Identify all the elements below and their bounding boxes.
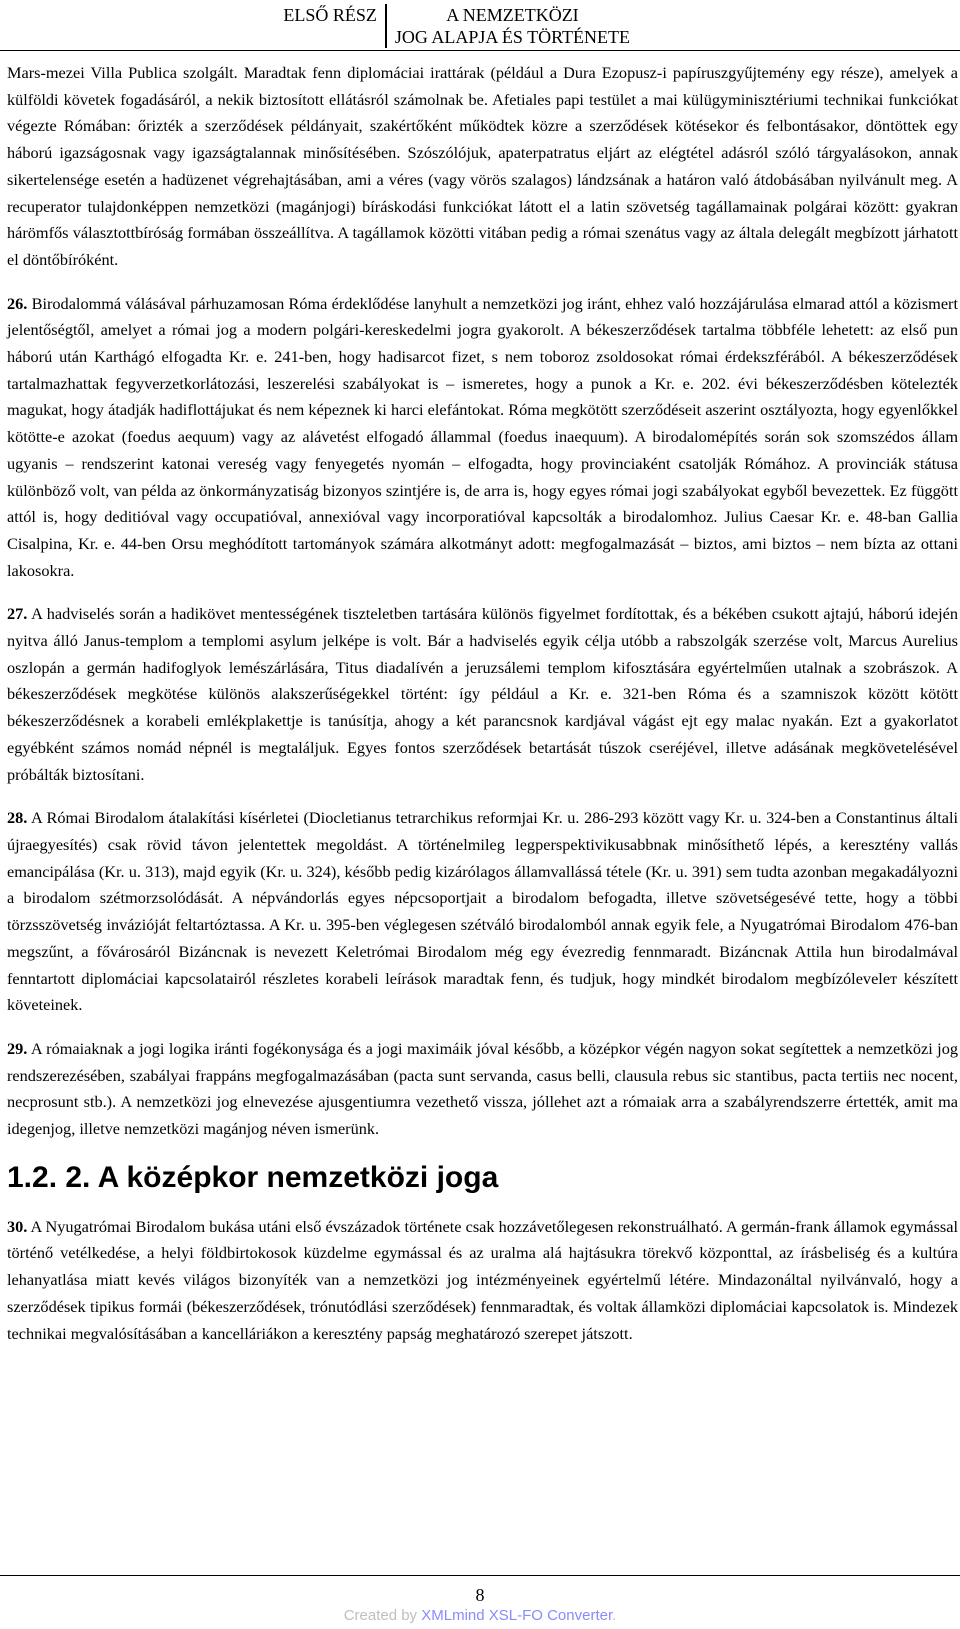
running-header xyxy=(0,0,960,51)
footer-divider xyxy=(0,1575,960,1576)
paragraph-text: A Nyugatrómai Birodalom bukása utáni első évszázadok története csak hozzávetőlegesen rekonstruálható. A germán-frank államok egymással történő vetélkedése, a helyi földbirtokosok küzdelme egymással és az uralma alá hajtásukra törekvő központtal, az írásbeliség és a kultúra lehanyatlása miatt kevés világos bizonyíték van a nemzetközi jog intézményeinek egyértelmű létére. Mindazonáltal nyilvánvaló, hogy a szerződések tipikus formái (békeszerződések, trónutódlási szerződések) fennmaradtak, és voltak államközi diplomáciai kapcsolatok is. Mindezek technikai megvalósításában a kancelláriákon a keresztény papság meghatározó szerepet játszott. xyxy=(7,1216,958,1343)
paragraph-text: A Római Birodalom átalakítási kísérletei (Diocletianus tetrarchikus reformjai Kr. u. 286-293 között vagy Kr. u. 324-ben a Constantinus általi újraegyesítés) csak rövid távon jelentettek megoldást. A történelmileg legperspektivikusabbnak minősíthető lépés, a keresztény vallás emancipálása (Kr. u. 313), majd egyik (Kr. u. 324), később pedig kizárólagos államvallássá tétele (Kr. u. 391) sem tudta azonban megakadályozni a birodalom szétmorzsolódását. A népvándorlás egyes népcsoportjait a birodalom befogadta, illetve szövetségesévé tette, hogy a többi törzsszövetség invázióját feltartóztassa. A Kr. u. 395-ben véglegesen szétváló birodalomból annak egyik fele, a Nyugatrómai Birodalom 476-ban megszűnt, a fővárosáról Bizáncnak is nevezett Keletrómai Birodalom még egy évezredig fennmaradt. Bizáncnak Attila hun birodalmával fenntartott diplomáciai kapcsolatairól részletes korabeli leírások maradtak fenn, és tudjuk, hogy mindkét birodalom megbízóleveleт készített követeinek. xyxy=(7,808,959,1015)
paragraph-30 xyxy=(7,1214,958,1348)
header-chapter-title xyxy=(387,4,630,48)
credit-suffix: . xyxy=(612,1607,617,1624)
paragraph-number: 30. xyxy=(7,1216,28,1236)
paragraph-number: 27. xyxy=(7,604,28,624)
paragraph-text: A hadviselés során a hadikövet mentességének tiszteletben tartására különös figyelmet fordítottak, és a békében csukott ajtajú, háború idején nyitva álló Janus-templom a templomi asylum jelképe is volt. Bár a hadviselés egyik célja utóbb a rabszolgák szerzése volt, Marcus Aurelius oszlopán a germán hadifoglyok lemészárlására, Titus diadalívén a jeruzsálemi templom kifosztására egyértelműen utalnak a szobrászok. A békeszerződések megkötése különös alakszerűségekkel történt: így például a Kr. e. 321-ben Róma és a szamniszok között kötött békeszerződésnek a korabeli emlékplakettje is tanúsítja, ahogy a két parancsnok kardjával vágást ejt egy malac nyakán. Ezt a gyakorlatot egyébként számos nomád népnél is megtaláljuk. Egyes fontos szerződések betartását túszok cseréjével, illetve adásának megkövetelésével próbálták biztosítani. xyxy=(7,604,959,784)
paragraph-text: A rómaiaknak a jogi logika iránti fogékonysága és a jogi maximáik jóval később, a középkor végén nagyon sokat segítettek a nemzetközi jog rendszerezésében, szabályai frappáns megfogalmazásában (pacta sunt servanda, casus belli, clausula rebus sic stantibus, pacta tertiis nec nocent, necprosunt stb.). A nemzetközi jog elnevezése ajusgentiumra vezethető vissza, jóllehet azt a rómaiak arra a szabályrendszerre értették, amit ma idegenjog, illetve nemzetközi magánjog néven ismerünk. xyxy=(7,1038,958,1139)
paragraph xyxy=(7,60,958,274)
section-heading: 1.2. 2. A középkor nemzetközi joga xyxy=(7,1160,499,1194)
paragraph-text: Mars-mezei Villa Publica szolgált. Maradtak fenn diplomáciai irattárak (például a Dura Ezopusz-i papíruszgyűjtemény egy része), amelyek a külföldi követek fogadásáról, a nekik biztosított ellátásról számolnak be. Afetiales papi testület a mai külügyminisztériumi technikai funkciókat végezte Rómában: őrizték a szerződések példányait, szakértőként működtek közre a szerződések kötésekor és felbontásakor, döntöttek egy háború igazságosnak vagy igazságtalannak minősítésében. Szószólójuk, apaterpatratus eljárt az elégtétel adásról szóló tárgyalásokon, annak sikertelensége esetén a hadüzenet végrehajtásában, ami a véres (vagy vörös szalagos) lándzsának a határon való átdobásában nyilvánult meg. A recuperator tulajdonképpen nemzetközi (magánjogi) bíráskodási funkciókat látott el a latin szövetség tagállamainak polgárai között: gyakran hárömfős választottbíróság formában összeállítva. A tagállamok közötti vitában pedig a római szenátus vagy az általa delegált megbízott járhatott el döntőbíróként. xyxy=(7,63,958,269)
paragraph-27 xyxy=(7,601,958,788)
credit-brand-link[interactable]: XMLmind XSL-FO Converter xyxy=(421,1607,613,1624)
header-block xyxy=(283,4,630,48)
header-part: ELSŐ RÉSZ xyxy=(283,4,387,48)
page-body xyxy=(7,60,958,1364)
credit-prefix: Created by xyxy=(343,1607,422,1624)
paragraph-text: Birodalommá válásával párhuzamosan Róma érdeklődése lanyhult a nemzetközi jog iránt, ehhez való hozzájárulása elmarad attól a közismert jelentőségtől, amelyet a római jog a modern polgári-kereskedelmi jogra gyakorolt. A békeszerződések tartalma többféle lehetett: az első pun háború után Karthágó elfogadta Kr. e. 241-ben, hogy hadisarcot fizet, s nem toboroz zsoldosokat római érdekszférából. A békeszerződések tartalmazhattak fegyverzetkorlátozási, leszerelési szabályokat is – ismeretes, hogy a punok a Kr. e. 202. évi békeszerződésben kötelezték magukat, hogy átadják hadiflottájukat és nem képeznek ki harci elefántokat. Róma megkötött szerződéseit aszerint osztályozta, hogy egyenlőkkel kötötte-e azokat (foedus aequum) vagy az alávetést elfogadó állammal (foedus inaequum). A birodalomépítés során sok szomszédos állam ugyanis – rendszerint katonai vereség vagy fenyegetés nyomán – elfogadta, hogy provinciaként csatolják Rómához. A provinciák státusa különböző volt, van példa az önkormányzatiság bizonyos szintjére is, de arra is, hogy egyes római jogi szabályokat egyből bevezettek. Ez függött attól is, hogy deditióval vagy occupatióval, annexióval vagy incorporatióval kapcsolták a birodalomhoz. Julius Caesar Kr. e. 48-ban Gallia Cisalpina, Kr. e. 44-ben Orsu meghódított tartományok számára alkotmányt adott: megfogalmazását – biztos, ami biztos – nem bízta az ottani lakosokra. xyxy=(7,293,958,580)
converter-credit xyxy=(0,1607,960,1624)
paragraph-number: 26. xyxy=(7,293,28,313)
header-title-line-1: A NEMZETKÖZI xyxy=(446,5,579,25)
page-number: 8 xyxy=(475,1585,485,1605)
paragraph-number: 29. xyxy=(7,1038,28,1058)
paragraph-26 xyxy=(7,291,958,585)
paragraph-number: 28. xyxy=(7,808,28,828)
paragraph-29 xyxy=(7,1036,958,1143)
header-title-line-2: JOG ALAPJA ÉS TÖRTÉNETE xyxy=(394,27,630,47)
paragraph-28 xyxy=(7,805,958,1019)
